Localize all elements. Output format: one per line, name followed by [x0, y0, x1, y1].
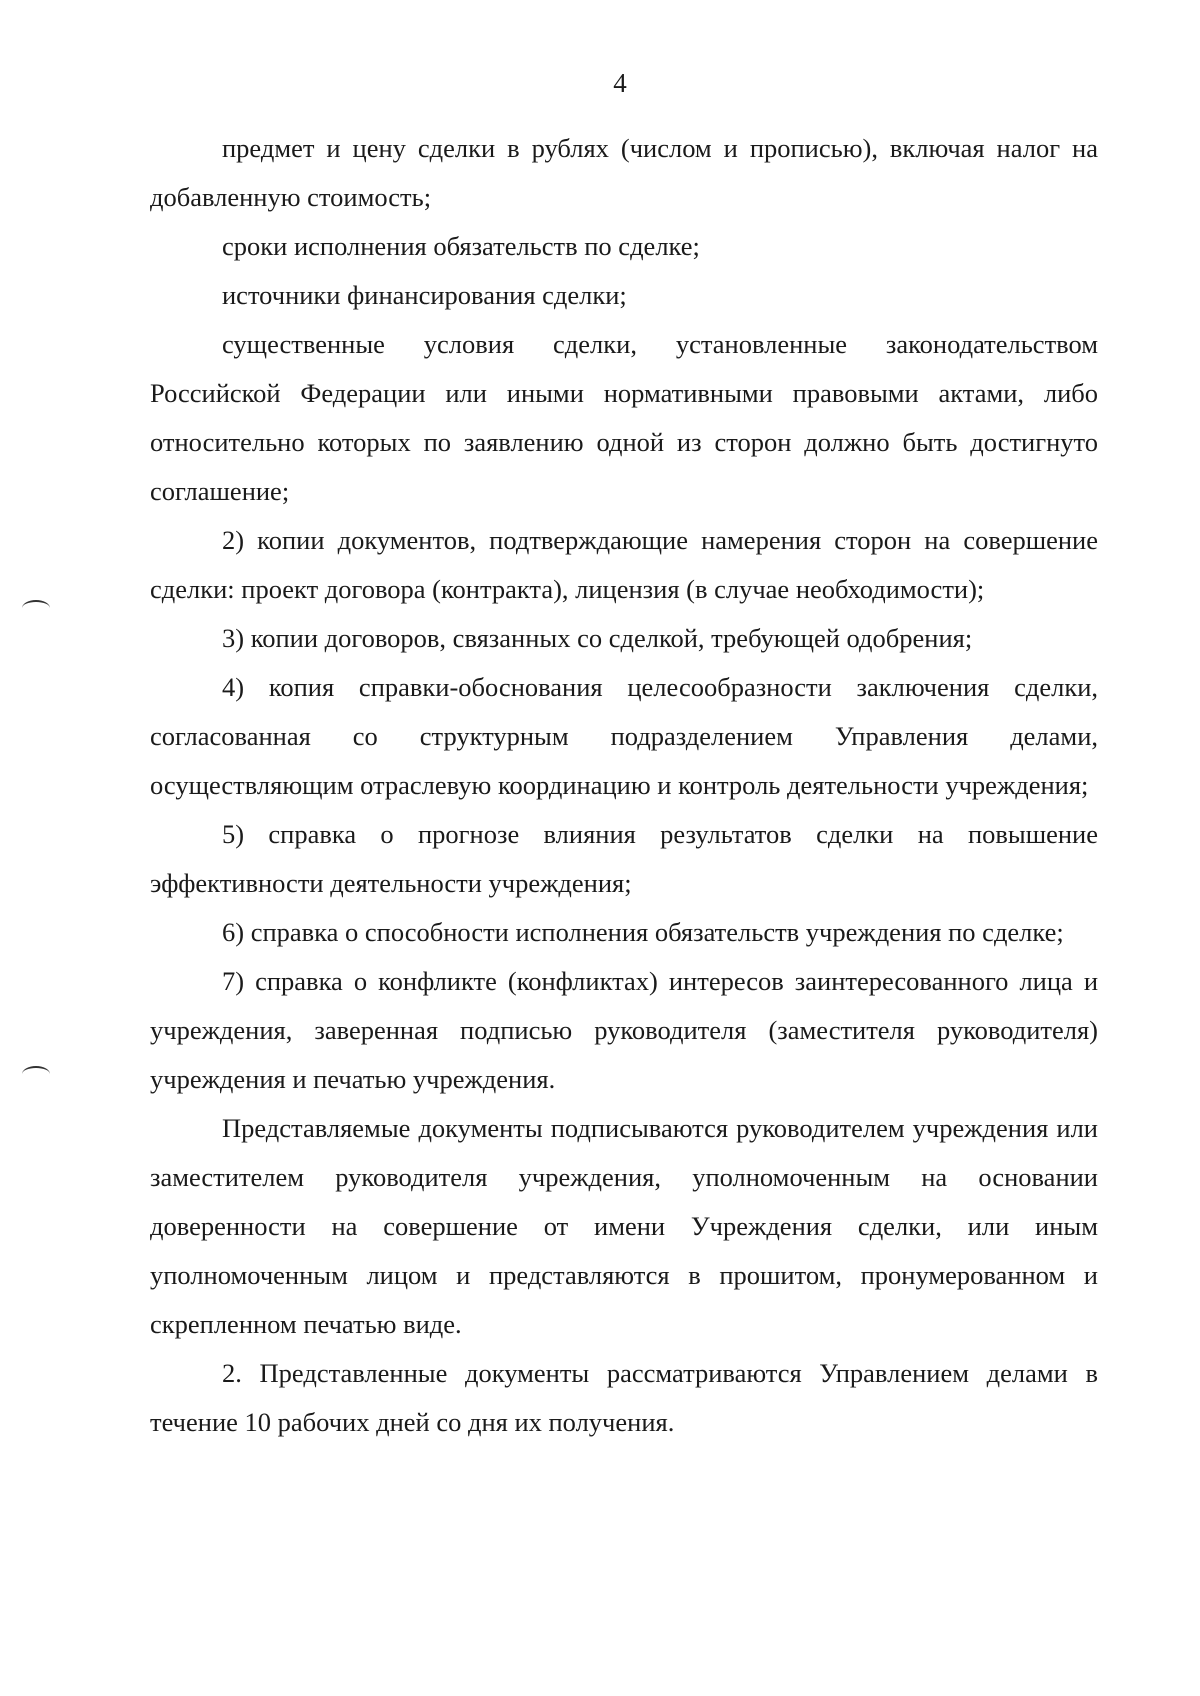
paragraph-deadlines: сроки исполнения обязательств по сделке; — [222, 231, 700, 261]
list-item-3: 3) копии договоров, связанных со сделкой, требующей одобрения; — [222, 623, 973, 653]
binding-hole-mark-bottom — [22, 1066, 50, 1082]
list-item-4: 4) копия справки-обоснования целесообразности заключения сделки, согласованная со структурным подразделением Управления делами, осуществляющим отраслевую координацию и контроль деятельности учреждения; — [150, 672, 1098, 800]
binding-hole-mark-top — [22, 600, 50, 616]
page-number: 4 — [613, 68, 627, 98]
paragraph-signing: Представляемые документы подписываются руководителем учреждения или заместителем руководителя учреждения, уполномоченным на основании доверенности на совершение от имени Учреждения сделки, или иным уполномоченным лицом и представляются в прошитом, пронумерованном и скрепленном печатью виде. — [150, 1113, 1098, 1339]
list-item-5: 5) справка о прогнозе влияния результатов сделки на повышение эффективности деятельности учреждения; — [150, 819, 1098, 898]
paragraph-review-period: 2. Представленные документы рассматриваются Управлением делами в течение 10 рабочих дней со дня их получения. — [150, 1358, 1098, 1437]
paragraph-subject-price: предмет и цену сделки в рублях (числом и прописью), включая налог на добавленную стоимость; — [150, 133, 1098, 212]
list-item-7: 7) справка о конфликте (конфликтах) интересов заинтересованного лица и учреждения, заверенная подписью руководителя (заместителя руководителя) учреждения и печатью учреждения. — [150, 966, 1098, 1094]
list-item-6: 6) справка о способности исполнения обязательств учреждения по сделке; — [222, 917, 1064, 947]
list-item-2: 2) копии документов, подтверждающие намерения сторон на совершение сделки: проект договора (контракта), лицензия (в случае необходимости); — [150, 525, 1098, 604]
document-body — [150, 124, 1098, 1447]
paragraph-financing-sources: источники финансирования сделки; — [222, 280, 627, 310]
paragraph-essential-conditions: существенные условия сделки, установленные законодательством Российской Федерации или иными нормативными правовыми актами, либо относительно которых по заявлению одной из сторон должно быть достигнуто соглашение; — [150, 329, 1098, 506]
